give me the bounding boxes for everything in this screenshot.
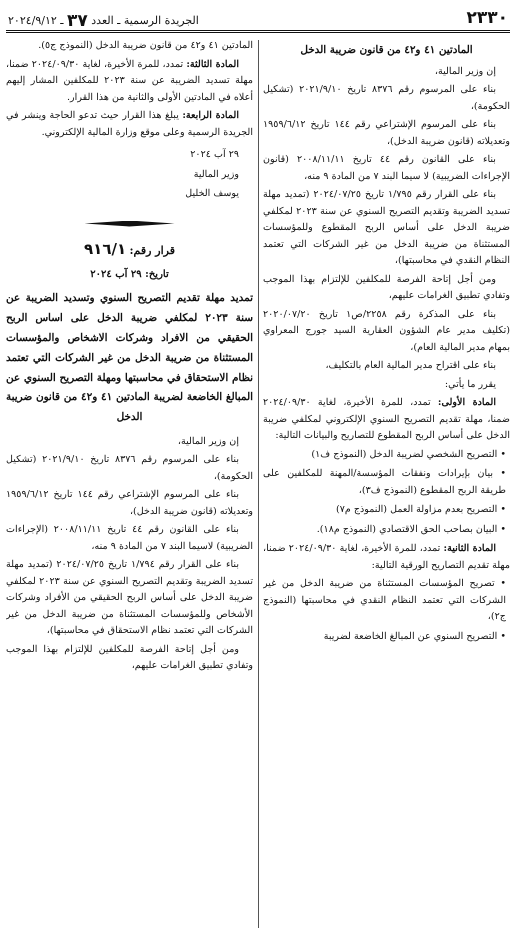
recital: بناء على المرسوم رقم ٨٣٧٦ تاريخ ٢٠٢١/٩/١٠ (تشكيل الحكومة)، — [263, 84, 510, 112]
signature-name: يوسف الخليل — [185, 188, 239, 199]
issue-number: ٣٧ — [67, 11, 88, 31]
recital: بناء على القرار رقم ١/٧٩٤ تاريخ ٢٠٢٤/٠٧/٢٥ (تمديد مهلة تسديد الضريبة وتقديم التصريح السنوي عن سنة ٢٠٢٣ لمكلفي ضريبة الدخل على أساس الربح الحقيقي من الأفراد وشركات الأشخاص وللمؤسسات المستثناة من ضريبة الدخل من غير الشركات التي تعتمد نظام الاستحقاق في محاسبتها)، — [6, 559, 253, 637]
article-2-text: تمدد، للمرة الأخيرة، لغاية ٢٠٢٤/٠٩/٣٠ ضمنا، مهلة تقديم التصاريح الورقية التالية: — [263, 543, 510, 571]
page-header — [0, 0, 516, 38]
recital: ومن أجل إتاحة الفرصة للمكلفين للإلتزام بهذا الموجب وتفادي تطبيق الغرامات عليهم، — [6, 643, 253, 672]
list-item: • التصريح السنوي عن المبالغ الخاضعة لضريبة — [323, 630, 506, 642]
decides-line: يقرر ما يأتي: — [444, 378, 496, 390]
recital: بناء على القانون رقم ٤٤ تاريخ ٢٠٠٨/١١/١١ (قانون الإجراءات الضريبية) لا سيما البند ٧ من المادة ٩ منه، — [263, 154, 510, 182]
article-1-text: تمدد، للمرة الأخيرة، لغاية ٢٠٢٤/٠٩/٣٠ ضمنا، مهلة تقديم التصريح السنوي الإلكتروني لمكلفي ضريبة الدخل على أساس الربح المقطوع للتصاريح والبيانات التالية: — [263, 397, 510, 442]
article-4-text: يبلغ هذا القرار حيث تدعو الحاجة وينشر في الجريدة الرسمية وعلى موقع وزارة المالية الإلكتروني. — [6, 110, 253, 138]
recital: بناء على القانون رقم ٤٤ تاريخ ٢٠٠٨/١١/١١ (الإجراءات الضريبية) لاسيما البند ٧ من المادة ٩ منه، — [6, 524, 253, 552]
right-column — [263, 38, 510, 928]
continued-text: المادتين ٤١ و٤٢ من قانون ضريبة الدخل (النموذج ج٥). — [38, 40, 253, 51]
minister-intro: إن وزير المالية، — [177, 435, 239, 447]
page-number: ٢٣٣٠ — [466, 8, 508, 28]
decision-number-line — [6, 237, 253, 263]
minister-intro: إن وزير المالية، — [434, 65, 496, 77]
article-3 — [6, 57, 253, 107]
article-1-label: المادة الأولى: — [437, 397, 496, 409]
list-item: • تصريح المؤسسات المستثناة من ضريبة الدخل من غير الشركات التي تعتمد النظام النقدي في محاسبتها (النموذج ج٢)، — [263, 578, 506, 623]
article-1 — [263, 395, 510, 445]
list-item: • بيان بإيرادات ونفقات المؤسسة/المهنة للمكلفين على طريقة الربح المقطوع (النموذج ف٣)، — [263, 468, 506, 496]
recital: بناء على المرسوم رقم ٨٣٧٦ تاريخ ٢٠٢١/٩/١٠ (تشكيل الحكومة)، — [6, 454, 253, 482]
article-4 — [6, 108, 253, 141]
decision-date: تاريخ: ٢٩ آب ٢٠٢٤ — [90, 269, 169, 281]
recital: بناء على المذكرة رقم ٢٢٥٨/ص١ تاريخ ٢٠٢٠/٠٧/٢٠ (تكليف مدير عام الشؤون العقارية السيد جورج المعراوي بمهام مدير المالية العام)، — [263, 308, 510, 353]
signature-title: وزير المالية — [193, 168, 239, 180]
article-1-list — [263, 447, 510, 539]
left-column — [6, 38, 253, 928]
decision-heading-tail: المادتين ٤١ و٤٢ من قانون ضريبة الدخل — [300, 44, 473, 56]
column-divider — [258, 40, 259, 928]
recital: بناء على القرار رقم ١/٧٩٥ تاريخ ٢٠٢٤/٠٧/٢٥ (تمديد مهلة تسديد الضريبة وتقديم التصريح السنوي عن سنة ٢٠٢٣ لمكلفي ضريبة الدخل على أساس الربح المقطوع وللمؤسسات المستثناة من ضريبة الدخل من غير الشركات التي تعتمد النظام النقدي في محاسبتها)، — [263, 189, 510, 267]
recital: بناء على اقتراح مدير المالية العام بالتكليف، — [325, 360, 496, 372]
recital: بناء على المرسوم الإشتراعي رقم ١٤٤ تاريخ ١٩٥٩/٦/١٢ وتعديلاته (قانون ضريبة الدخل)، — [263, 119, 510, 147]
decision-label: قرار رقم: — [129, 243, 175, 257]
article-2 — [263, 541, 510, 574]
decision-separator — [6, 215, 253, 229]
article-3-label: المادة الثالثة: — [186, 58, 239, 70]
gazette-date: ـ ٢٠٢٤/٩/١٢ — [8, 14, 64, 27]
list-item: • البيان بصاحب الحق الاقتصادي (النموذج م١٨). — [316, 523, 506, 535]
list-item: • التصريح الشخصي لضريبة الدخل (النموذج ف١) — [311, 448, 506, 460]
decision-title: تمديد مهلة تقديم التصريح السنوي وتسديد الضريبة عن سنة ٢٠٢٣ لمكلفي ضريبة الدخل على اساس الربح الحقيقي من الافراد وشركات الاشخاص والمؤسسات المستثناة من ضريبة الدخل من غير الشركات التي تعتمد نظام الاستحقاق في محاسبتها ومهلة التصريح السنوي عن المبالغ الخاضعة لضريبة المادتين ٤١ و٤٢ من قانون ضريبة الدخل — [6, 292, 253, 424]
recital: ومن أجل إتاحة الفرصة للمكلفين للإلتزام بهذا الموجب وتفادي تطبيق الغرامات عليهم، — [263, 273, 510, 302]
list-item: • التصريح بعدم مزاولة العمل (النموذج م٧) — [335, 504, 506, 516]
recital: بناء على المرسوم الإشتراعي رقم ١٤٤ تاريخ ١٩٥٩/٦/١٢ وتعديلاته (قانون ضريبة الدخل)، — [6, 489, 253, 517]
article-2-list — [263, 576, 510, 645]
header-rule — [6, 30, 510, 33]
gazette-title-prefix: الجريدة الرسمية ـ العدد — [91, 14, 199, 27]
article-2-label: المادة الثانية: — [443, 543, 496, 555]
article-3-text: تمدد، للمرة الأخيرة، لغاية ٢٠٢٤/٠٩/٣٠ ضمنا، مهلة تسديد الضريبة عن سنة ٢٠٢٣ للمكلفين المشار إليهم أعلاه في المادتين الأولى والثانية من هذا القرار. — [6, 58, 253, 103]
signature-date: ٢٩ آب ٢٠٢٤ — [190, 149, 239, 160]
article-4-label: المادة الرابعة: — [182, 110, 239, 121]
decision-number: ٩١٦/١ — [84, 239, 127, 258]
